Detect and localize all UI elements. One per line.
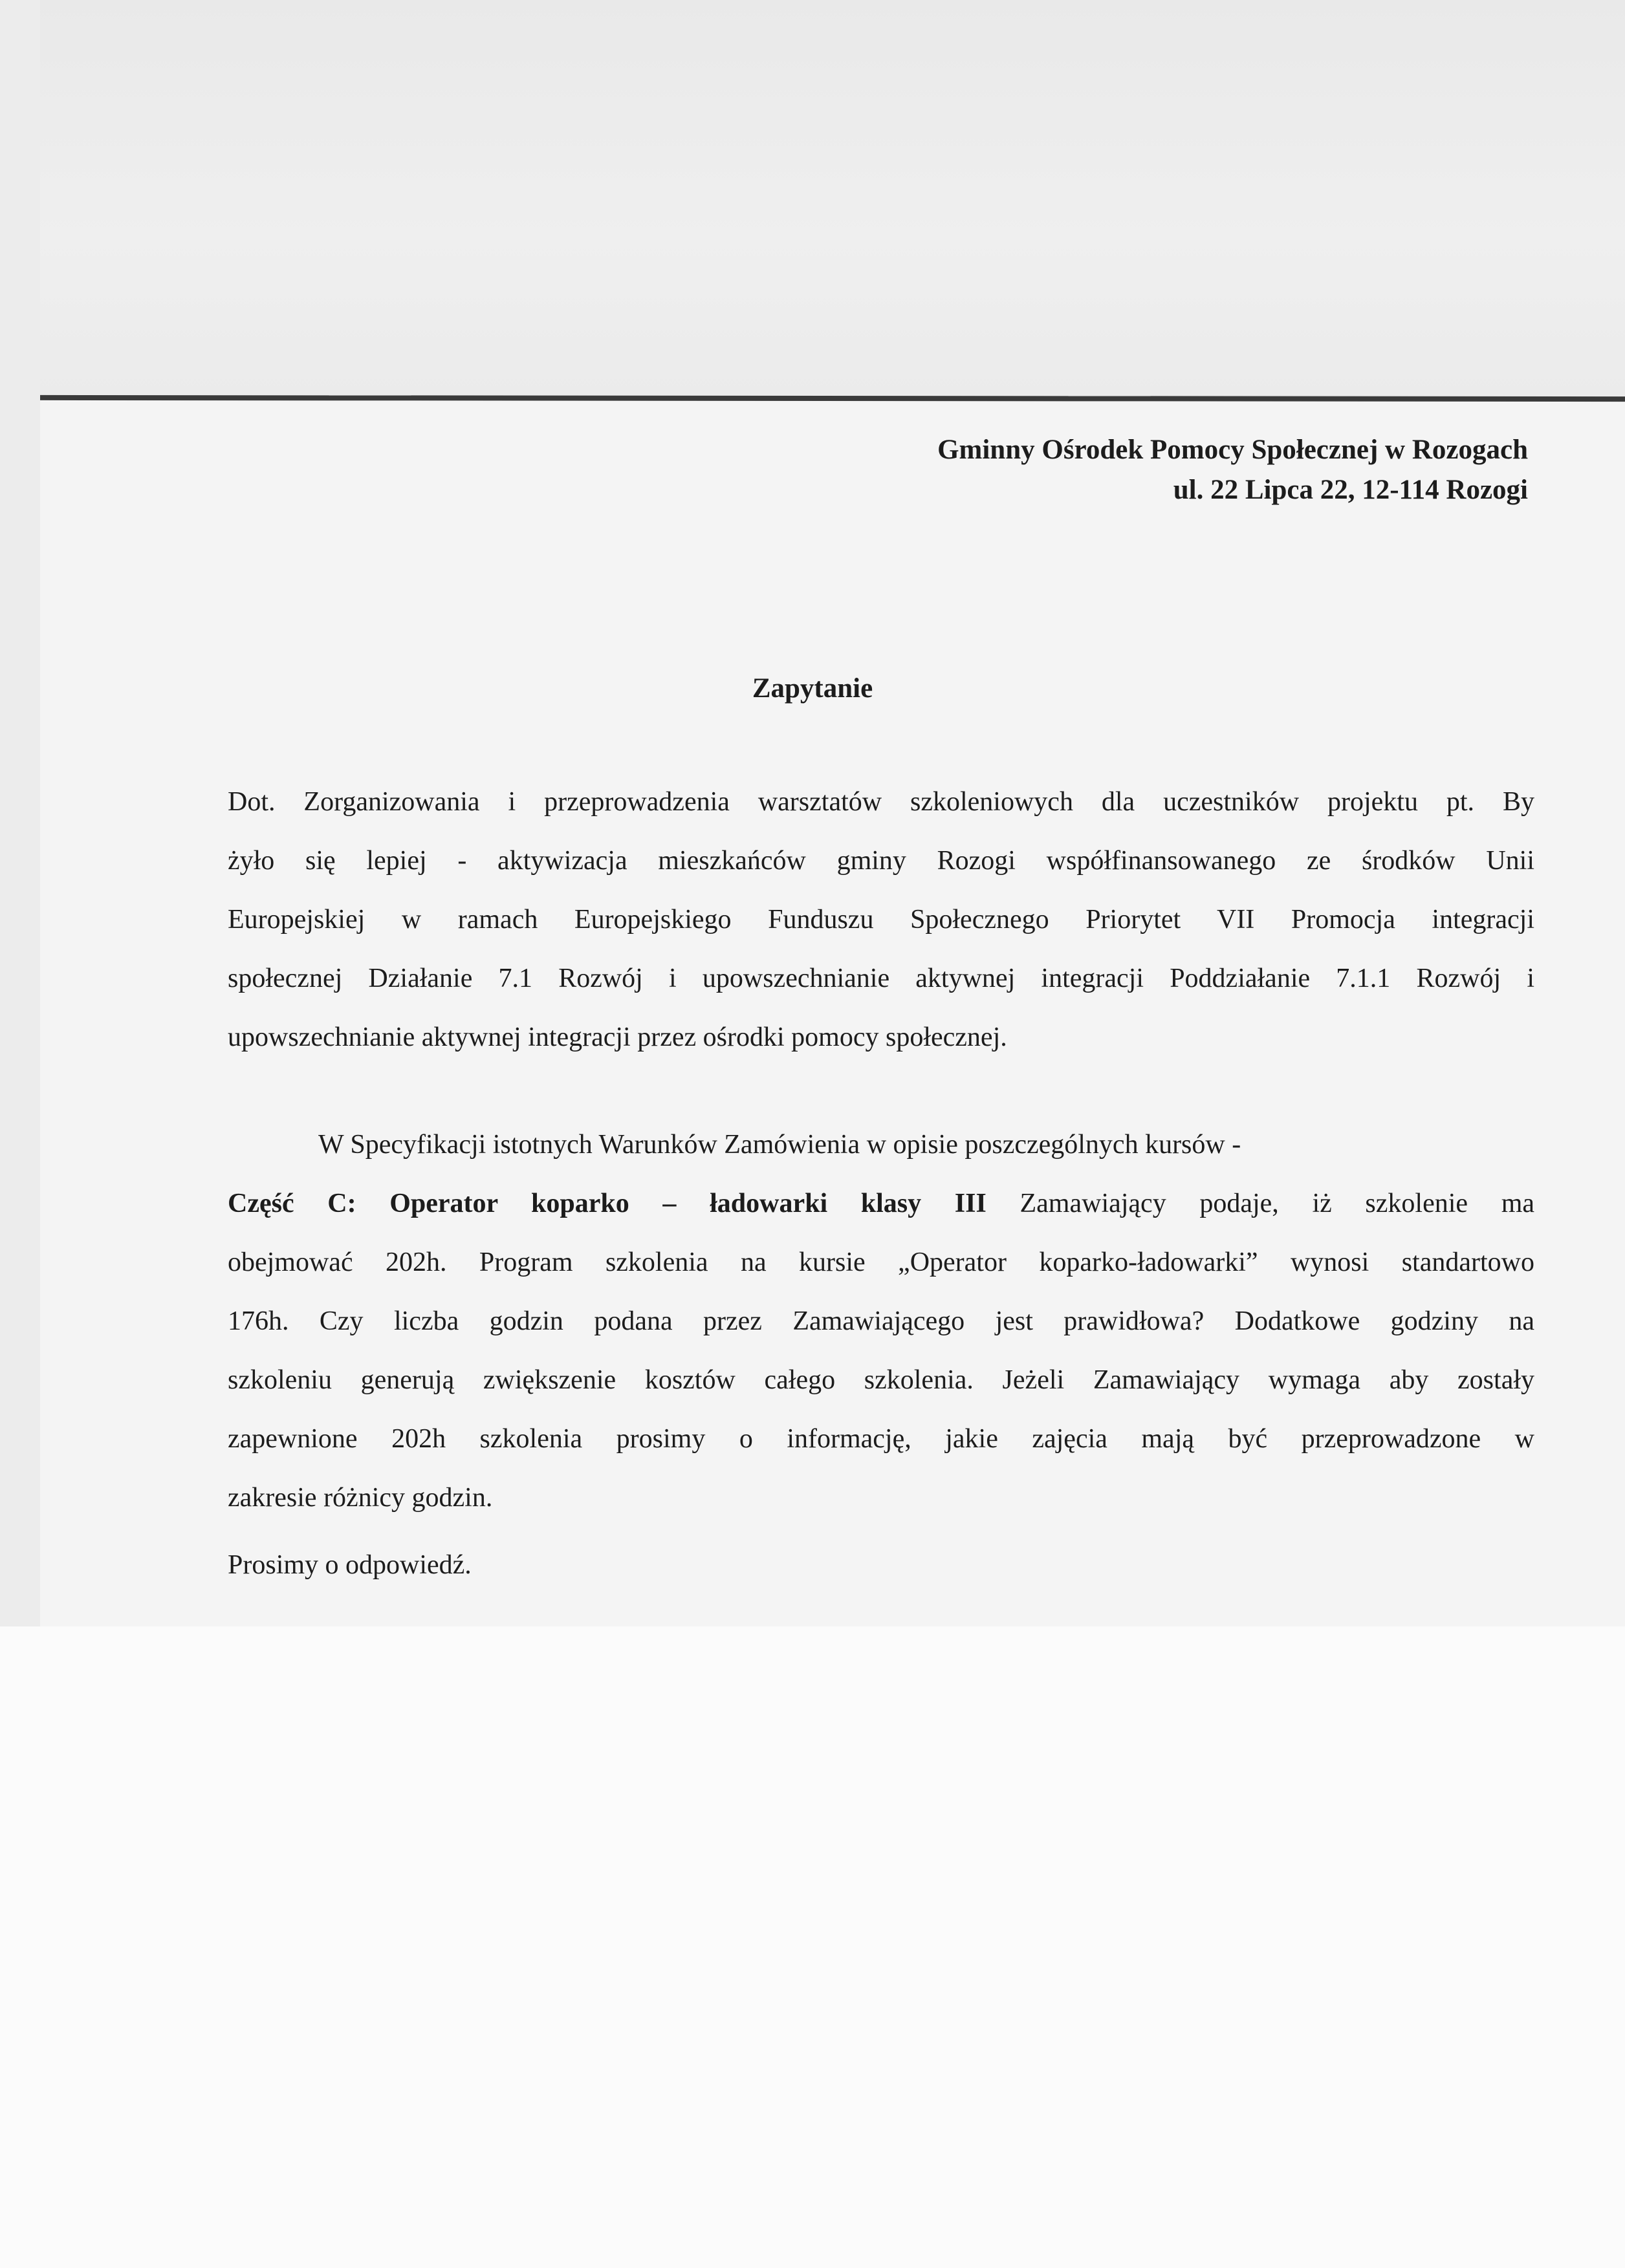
- paragraph-line: społecznej Działanie 7.1 Rozwój i upowszechnianie aktywnej integracji Poddziałanie 7.1.1 Rozwój i: [228, 964, 1534, 993]
- paragraph-line: [228, 1174, 1534, 1233]
- document-title: Zapytanie: [752, 673, 873, 704]
- paragraph-line: zakresie różnicy godzin.: [228, 1483, 493, 1513]
- paragraph-line: Dot. Zorganizowania i przeprowadzenia warsztatów szkoleniowych dla uczestników projektu pt. By: [228, 787, 1534, 817]
- closing-line: Prosimy o odpowiedź.: [228, 1550, 472, 1580]
- paragraph-line: Europejskiej w ramach Europejskiego Funduszu Społecznego Priorytet VII Promocja integracji: [228, 905, 1534, 934]
- subject-paragraph: [228, 773, 1534, 1067]
- paragraph-line-rest: Zamawiający podaje, iż szkolenie ma: [1020, 1189, 1535, 1218]
- institution-name: Gminny Ośrodek Pomocy Społecznej w Rozogach: [937, 435, 1528, 465]
- paragraph-line: W Specyfikacji istotnych Warunków Zamówienia w opisie poszczególnych kursów -: [318, 1130, 1241, 1160]
- letter-header: [937, 430, 1528, 510]
- fold-line: [40, 395, 1625, 402]
- paragraph-line: żyło się lepiej - aktywizacja mieszkańców gminy Rozogi współfinansowanego ze środków Unii: [228, 846, 1534, 876]
- paragraph-line: zapewnione 202h szkolenia prosimy o informację, jakie zajęcia mają być przeprowadzone w: [228, 1424, 1534, 1454]
- paragraph-line: obejmować 202h. Program szkolenia na kursie „Operator koparko-ładowarki” wynosi standartowo: [228, 1247, 1534, 1277]
- paragraph-line: 176h. Czy liczba godzin podana przez Zamawiającego jest prawidłowa? Dodatkowe godziny na: [228, 1306, 1534, 1336]
- folded-top-band: [40, 0, 1625, 398]
- institution-address: ul. 22 Lipca 22, 12-114 Rozogi: [1173, 475, 1528, 505]
- course-part-label: Część C: Operator koparko – ładowarki klasy III: [228, 1189, 987, 1218]
- lower-paper-area: [0, 1626, 1625, 2268]
- paragraph-line: szkoleniu generują zwiększenie kosztów całego szkolenia. Jeżeli Zamawiający wymaga aby zostały: [228, 1365, 1534, 1395]
- paragraph-line: upowszechnianie aktywnej integracji przez ośrodki pomocy społecznej.: [228, 1022, 1007, 1052]
- question-paragraph: [228, 1116, 1534, 1528]
